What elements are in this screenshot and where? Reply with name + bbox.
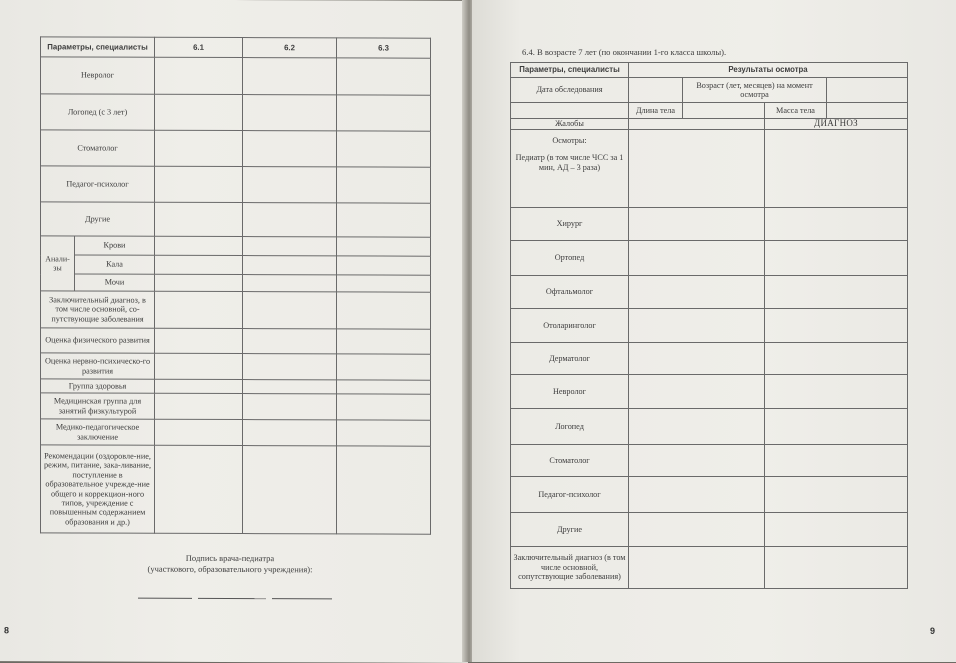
cell[interactable] [243,131,337,167]
cell[interactable] [337,256,431,275]
cell[interactable] [243,167,337,203]
cell[interactable] [155,57,243,94]
row-physical-dev: Оценка физического развития [41,328,155,353]
pediatr-label: Педиатр (в том числе ЧСС за 1 мин, АД – 3 раза) [515,153,624,172]
cell[interactable] [337,275,431,292]
row-recommendations: Рекомендации (оздоровле-ние, режим, питание, зака-ливание, поступление в образовательное учрежде-ние общего и коррекцион-ного типов, учреждение с повышенным содержанием образования и др.) [41,445,155,533]
cell[interactable] [243,446,337,534]
cell[interactable] [765,445,908,477]
cell[interactable] [155,379,243,393]
cell[interactable] [629,276,765,309]
cell[interactable] [765,547,908,589]
cell[interactable] [155,328,243,353]
header-results: Результаты осмотра [629,63,908,78]
cell[interactable] [765,513,908,547]
cell[interactable] [629,375,765,409]
cell[interactable] [155,94,243,130]
header-col-6-3: 6.3 [337,38,431,58]
cell[interactable] [155,202,243,236]
cell[interactable] [155,166,243,202]
cell[interactable] [337,167,431,203]
cell[interactable] [765,241,908,276]
cell[interactable] [765,477,908,513]
row-oftalmolog: Офтальмолог [511,276,629,309]
cell[interactable] [337,203,431,237]
cell[interactable] [155,130,243,166]
cell[interactable] [629,343,765,375]
cell[interactable] [765,130,908,208]
row-hirurg: Хирург [511,208,629,241]
signature-line-2: (участкового, образовательного учреждения): [147,563,313,575]
cell[interactable] [337,237,431,256]
cell[interactable] [827,103,908,119]
cell[interactable] [337,446,431,534]
cell[interactable] [243,354,337,380]
cell[interactable] [337,95,431,131]
cell[interactable] [629,477,765,513]
cell[interactable] [243,292,337,329]
cell[interactable] [765,343,908,375]
cell[interactable] [337,354,431,380]
analyses-label: Анали-зы [41,236,75,291]
cell[interactable] [337,131,431,167]
row-date: Дата обследования [511,78,629,103]
cell[interactable] [243,380,337,394]
cell[interactable] [765,409,908,445]
cell[interactable] [243,237,337,256]
row-nevrolog-right: Невролог [511,375,629,409]
row-med-ped-conclusion: Медико-педагогическое заключение [41,419,155,445]
row-final-diagnosis-right: Заключительный диагноз (в том числе основной, сопутствующие заболевания) [511,547,629,589]
cell[interactable] [155,291,243,328]
cell[interactable] [629,78,683,103]
cell[interactable] [155,236,243,255]
age-label: Возраст (лет, месяцев) на момент осмотра [683,78,827,103]
row-psiholog-right: Педагог-психолог [511,477,629,513]
cell[interactable] [765,208,908,241]
cell[interactable] [155,445,243,533]
header-col-6-2: 6.2 [243,38,337,58]
diagnosis-header: ДИАГНОЗ [765,119,908,130]
cell[interactable] [155,419,243,445]
cell[interactable] [765,309,908,343]
cell[interactable] [827,78,908,103]
mass-label: Масса тела [765,103,827,119]
row-health-group: Группа здоровья [41,379,155,393]
cell[interactable] [337,420,431,446]
right-examination-table [510,62,908,589]
cell[interactable] [629,513,765,547]
row-stomatolog-right: Стоматолог [511,445,629,477]
left-examination-table [40,36,431,534]
left-page [0,0,468,663]
row-logoped-right: Логопед [511,409,629,445]
length-label: Длина тела [629,103,683,119]
cell[interactable] [243,256,337,275]
cell[interactable] [243,394,337,420]
signature-blanks [138,586,338,605]
row-otolaringolog: Отоларинголог [511,309,629,343]
row-drugie: Другие [41,202,155,236]
cell[interactable] [337,380,431,394]
cell[interactable] [155,274,243,291]
cell[interactable] [629,119,765,130]
cell[interactable] [765,375,908,409]
cell[interactable] [243,58,337,95]
cell[interactable] [155,353,243,379]
row-complaints: Жалобы [511,119,629,130]
cell[interactable] [337,58,431,95]
cell[interactable] [337,329,431,354]
cell[interactable] [629,445,765,477]
cell[interactable] [629,208,765,241]
cell[interactable] [155,393,243,419]
exams-label: Осмотры: [552,136,587,145]
analysis-krovi: Крови [75,236,155,255]
row-ortoped: Ортопед [511,241,629,276]
analysis-kala: Кала [75,255,155,274]
cell[interactable] [683,103,765,119]
header-params-right: Параметры, специалисты [511,63,629,78]
row-stomatolog: Стоматолог [41,130,155,166]
row-medical-group: Медицинская группа для занятий физкультурой [41,393,155,419]
cell[interactable] [155,255,243,274]
analysis-mochi: Мочи [75,274,155,291]
cell[interactable] [629,130,765,208]
signature-line-1: Подпись врача-педиатра [185,552,275,564]
signature-caption [130,553,330,576]
signature-blank[interactable] [138,598,192,599]
cell[interactable] [243,203,337,237]
cell[interactable] [511,103,629,119]
row-neuro-dev: Оценка нервно-психическо-го развития [41,353,155,379]
cell[interactable] [629,309,765,343]
signature-blank[interactable] [272,598,332,599]
page-number-left: 8 [4,625,10,636]
cell[interactable] [629,409,765,445]
cell[interactable] [337,292,431,329]
header-params: Параметры, специалисты [41,37,155,57]
section-subtitle: 6.4. В возрасте 7 лет (по окончании 1-го класса школы). [522,47,727,57]
cell[interactable] [629,547,765,589]
header-col-6-1: 6.1 [155,37,243,57]
row-nevrolog: Невролог [41,57,155,94]
cell[interactable] [337,394,431,420]
row-exams-pediatr [511,130,629,208]
cell[interactable] [243,329,337,354]
cell[interactable] [765,276,908,309]
row-dermatolog: Дерматолог [511,343,629,375]
row-drugie-right: Другие [511,513,629,547]
row-logoped: Логопед (с 3 лет) [41,94,155,130]
cell[interactable] [243,275,337,292]
signature-blank[interactable] [198,598,266,599]
row-final-diagnosis: Заключительный диагноз, в том числе основной, со-путствующие заболевания [41,291,155,328]
page-number-right: 9 [930,626,936,636]
cell[interactable] [629,241,765,276]
cell[interactable] [243,95,337,131]
row-psiholog: Педагог-психолог [41,166,155,202]
cell[interactable] [243,420,337,446]
